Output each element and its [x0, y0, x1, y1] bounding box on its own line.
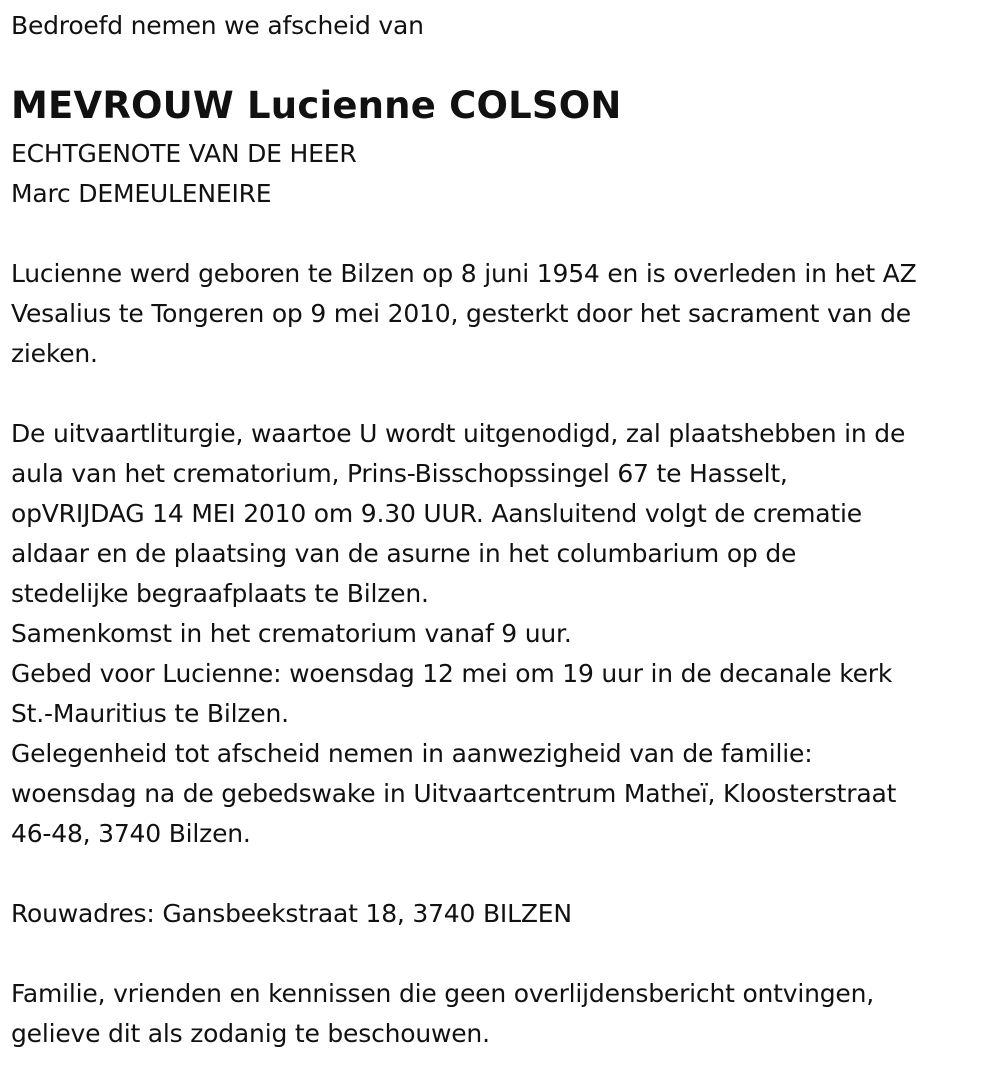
paragraph-line: Vesalius te Tongeren op 9 mei 2010, gesterkt door het sacrament van de [11, 299, 911, 328]
intro-text: Bedroefd nemen we afscheid van [11, 11, 424, 40]
address-line: Rouwadres: Gansbeekstraat 18, 3740 BILZEN [11, 899, 572, 928]
spouse-line: Marc DEMEULENEIRE [11, 179, 272, 208]
paragraph-line: St.-Mauritius te Bilzen. [11, 699, 289, 728]
paragraph-line: woensdag na de gebedswake in Uitvaartcentrum Matheï, Kloosterstraat [11, 779, 897, 808]
spouse-line: ECHTGENOTE VAN DE HEER [11, 139, 357, 168]
paragraph-line: opVRIJDAG 14 MEI 2010 om 9.30 UUR. Aansluitend volgt de crematie [11, 499, 862, 528]
paragraph-line: gelieve dit als zodanig te beschouwen. [11, 1019, 490, 1048]
deceased-name: MEVROUW Lucienne COLSON [11, 84, 622, 127]
closing-paragraph [11, 974, 874, 1054]
mourning-address [11, 894, 572, 934]
paragraph-line: De uitvaartliturgie, waartoe U wordt uitgenodigd, zal plaatshebben in de [11, 419, 906, 448]
paragraph-line: 46-48, 3740 Bilzen. [11, 819, 251, 848]
paragraph-line: aula van het crematorium, Prins-Bisschopssingel 67 te Hasselt, [11, 459, 788, 488]
paragraph-line: stedelijke begraafplaats te Bilzen. [11, 579, 429, 608]
paragraph-line: Lucienne werd geboren te Bilzen op 8 juni 1954 en is overleden in het AZ [11, 259, 917, 288]
paragraph-line: aldaar en de plaatsing van de asurne in het columbarium op de [11, 539, 797, 568]
paragraph-line: Familie, vrienden en kennissen die geen overlijdensbericht ontvingen, [11, 979, 875, 1008]
paragraph-line: Samenkomst in het crematorium vanaf 9 uur. [11, 619, 572, 648]
paragraph-line: zieken. [11, 339, 98, 368]
spouse-block [11, 134, 357, 214]
birth-death-paragraph [11, 254, 917, 374]
paragraph-line: Gelegenheid tot afscheid nemen in aanwezigheid van de familie: [11, 739, 813, 768]
paragraph-line: Gebed voor Lucienne: woensdag 12 mei om 19 uur in de decanale kerk [11, 659, 893, 688]
ceremony-paragraph [11, 414, 905, 854]
